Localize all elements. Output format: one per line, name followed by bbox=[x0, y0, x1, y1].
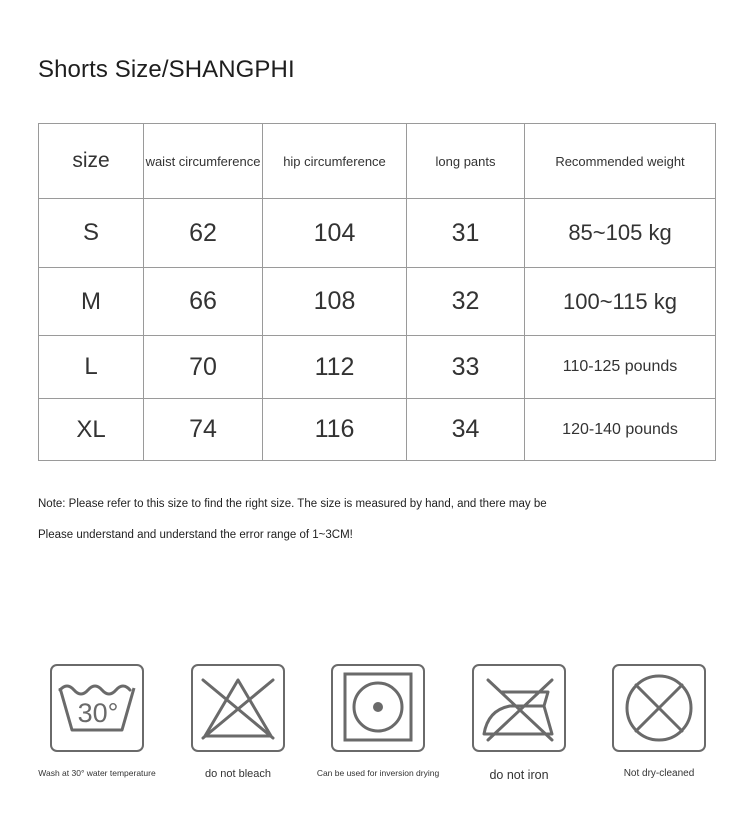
wash-30-icon bbox=[50, 664, 144, 752]
cell-size: XL bbox=[39, 399, 144, 461]
no-iron-icon bbox=[472, 664, 566, 752]
care-label-bleach: do not bleach bbox=[204, 768, 272, 780]
care-label-dry: Can be used for inversion drying bbox=[316, 768, 440, 778]
cell-hip: 104 bbox=[263, 199, 407, 268]
wash-temp-text: 30° bbox=[77, 698, 119, 728]
cell-length: 32 bbox=[407, 268, 525, 336]
cell-length: 31 bbox=[407, 199, 525, 268]
no-dry-clean-icon bbox=[612, 664, 706, 752]
wash-30-graphic bbox=[52, 666, 142, 750]
cell-waist: 66 bbox=[144, 268, 263, 336]
care-item-bleach bbox=[168, 664, 308, 780]
cell-waist: 74 bbox=[144, 399, 263, 461]
cell-weight: 100~115 kg bbox=[525, 268, 716, 336]
care-item-dry bbox=[308, 664, 448, 778]
page-title: Shorts Size/SHANGPHI bbox=[38, 56, 295, 83]
measurement-note: Note: Please refer to this size to find the right size. The size is measured by hand, and there may be bbox=[38, 498, 547, 510]
care-item-dryclean bbox=[589, 664, 729, 779]
cell-hip: 116 bbox=[263, 399, 407, 461]
cell-weight: 120-140 pounds bbox=[525, 399, 716, 461]
no-bleach-graphic bbox=[193, 666, 283, 750]
cell-size: M bbox=[39, 268, 144, 336]
no-iron-graphic bbox=[474, 666, 564, 750]
tumble-dry-graphic bbox=[333, 666, 423, 750]
care-label-iron: do not iron bbox=[489, 768, 549, 782]
cell-hip: 108 bbox=[263, 268, 407, 336]
care-label-wash: Wash at 30° water temperature bbox=[38, 768, 156, 778]
table-header-row bbox=[39, 124, 716, 199]
table-row bbox=[39, 399, 716, 461]
cell-size: S bbox=[39, 199, 144, 268]
header-weight: Recommended weight bbox=[525, 124, 716, 199]
error-range-note: Please understand and understand the error range of 1~3CM! bbox=[38, 529, 353, 541]
cell-size: L bbox=[39, 336, 144, 399]
header-waist: waist circumference bbox=[144, 124, 263, 199]
header-hip: hip circumference bbox=[263, 124, 407, 199]
tumble-dry-icon bbox=[331, 664, 425, 752]
table-row bbox=[39, 268, 716, 336]
cell-weight: 85~105 kg bbox=[525, 199, 716, 268]
cell-hip: 112 bbox=[263, 336, 407, 399]
header-size: size bbox=[39, 124, 144, 199]
care-item-iron bbox=[449, 664, 589, 782]
cell-length: 34 bbox=[407, 399, 525, 461]
size-table bbox=[38, 123, 716, 461]
care-label-dryclean: Not dry-cleaned bbox=[623, 768, 695, 779]
cell-weight: 110-125 pounds bbox=[525, 336, 716, 399]
cell-waist: 70 bbox=[144, 336, 263, 399]
cell-waist: 62 bbox=[144, 199, 263, 268]
no-bleach-icon bbox=[191, 664, 285, 752]
no-dry-clean-graphic bbox=[614, 666, 704, 750]
care-item-wash bbox=[27, 664, 167, 778]
table-row bbox=[39, 336, 716, 399]
cell-length: 33 bbox=[407, 336, 525, 399]
table-row bbox=[39, 199, 716, 268]
header-length: long pants bbox=[407, 124, 525, 199]
